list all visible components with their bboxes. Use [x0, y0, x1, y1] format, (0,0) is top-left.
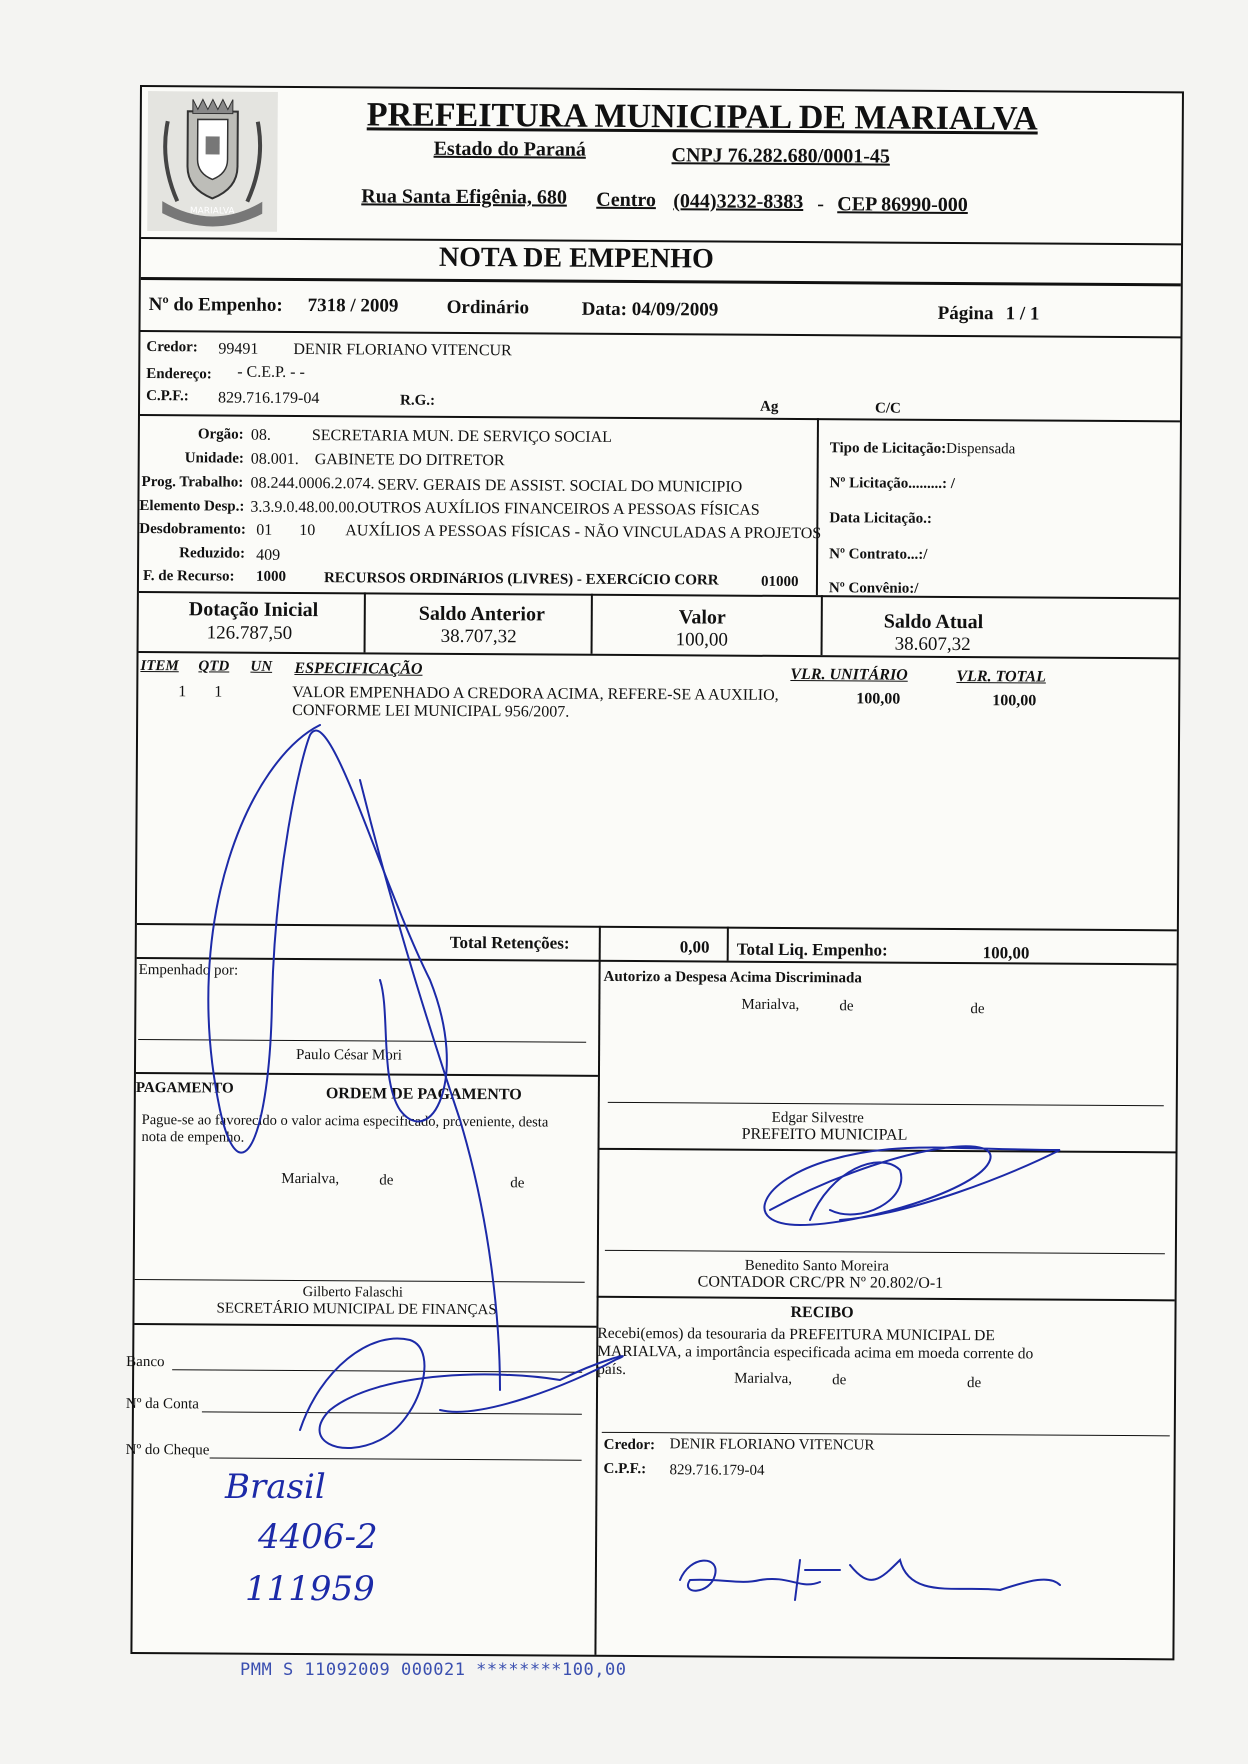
- recurso-label: F. de Recurso:: [142, 568, 235, 585]
- dotacao-inicial-label: Dotação Inicial: [188, 598, 319, 622]
- pagamento-city: Marialva,: [281, 1170, 340, 1188]
- saldo-anterior-label: Saldo Anterior: [418, 602, 545, 626]
- prog-name: SERV. GERAIS DE ASSIST. SOCIAL DO MUNICIPIO: [377, 476, 743, 496]
- saldo-anterior-value: 38.707,32: [440, 625, 517, 648]
- row-valor-total: 100,00: [992, 692, 1037, 710]
- recurso-name: RECURSOS ORDINáRIOS (LIVRES) - EXERCíCIO CORR: [323, 570, 719, 589]
- unidade-name: GABINETE DO DITRETOR: [314, 451, 505, 470]
- dotacao-inicial-value: 126.787,50: [206, 622, 293, 644]
- recibo-cpf: 829.716.179-04: [669, 1462, 765, 1479]
- municipality-title: PREFEITURA MUNICIPAL DE MARIALVA: [366, 96, 1038, 138]
- page-label: Página: [937, 302, 994, 325]
- orgao-name: SECRETARIA MUN. DE SERVIÇO SOCIAL: [311, 427, 613, 446]
- pagamento-text-2: nota de empenho.: [141, 1129, 245, 1146]
- autorizo-city: Marialva,: [741, 996, 800, 1014]
- contador-name: Benedito Santo Moreira: [744, 1257, 889, 1275]
- col-qtd: QTD: [198, 658, 230, 675]
- empenho-type: Ordinário: [446, 296, 530, 319]
- unidade-label: Unidade:: [184, 450, 244, 467]
- orgao-label: Orgão:: [197, 426, 244, 443]
- valor-value: 100,00: [675, 629, 728, 651]
- col-item: ITEM: [140, 658, 179, 675]
- document-frame: [125, 85, 1184, 1660]
- credor-label: Credor:: [146, 339, 198, 356]
- endereco-value: - C.E.P. - -: [237, 363, 305, 382]
- orgao-code: 08.: [250, 426, 271, 444]
- cpf-value: 829.716.179-04: [218, 389, 320, 408]
- reduzido-code: 409: [256, 546, 281, 564]
- cpf-label: C.P.F.:: [146, 388, 189, 405]
- address-street: Rua Santa Efigênia, 680: [361, 185, 567, 209]
- row-especificacao-1: VALOR EMPENHADO A CREDORA ACIMA, REFERE-SE A AUXILIO,: [292, 683, 779, 704]
- row-qtd: 1: [214, 683, 223, 701]
- desdobramento-name: AUXÍLIOS A PESSOAS FÍSICAS - NÃO VINCULADAS A PROJETOS: [345, 522, 822, 543]
- recibo-title: RECIBO: [790, 1303, 854, 1322]
- endereco-label: Endereço:: [146, 366, 212, 383]
- total-retencoes-label: Total Retenções:: [449, 932, 570, 953]
- saldo-atual-label: Saldo Atual: [883, 610, 984, 634]
- prog-label: Prog. Trabalho:: [141, 474, 244, 491]
- recibo-credor-label: Credor:: [603, 1436, 656, 1454]
- col-valor-unitario: VLR. UNITÁRIO: [790, 665, 908, 684]
- total-liquido-label: Total Liq. Empenho:: [736, 939, 888, 960]
- unidade-code: 08.001.: [250, 450, 299, 468]
- finance-secretary-role: SECRETÁRIO MUNICIPAL DE FINANÇAS: [216, 1300, 497, 1319]
- empenho-number-label: Nº do Empenho:: [148, 294, 283, 316]
- municipal-coat-of-arms: [147, 91, 278, 232]
- banco-value: Brasil: [225, 1467, 326, 1507]
- ordem-pagamento-label: ORDEM DE PAGAMENTO: [325, 1085, 522, 1104]
- reduzido-label: Reduzido:: [179, 545, 246, 562]
- desdobramento-a: 01: [256, 521, 273, 539]
- cep: CEP 86990-000: [837, 193, 968, 217]
- cheque-value: 111959: [245, 1569, 375, 1609]
- row-item: 1: [178, 683, 187, 701]
- finance-secretary-name: Gilberto Falaschi: [302, 1284, 403, 1301]
- num-convenio: Nº Convênio:/: [828, 580, 919, 597]
- agency-label: Ag: [759, 398, 779, 415]
- recibo-credor-name: DENIR FLORIANO VITENCUR: [669, 1436, 875, 1454]
- address-district: Centro: [596, 188, 656, 212]
- cnpj: CNPJ 76.282.680/0001-45: [671, 144, 890, 168]
- prog-code: 08.244.0006.2.074.: [250, 474, 375, 493]
- recibo-de-1: de: [832, 1372, 847, 1389]
- recibo-cpf-label: C.P.F.:: [603, 1460, 647, 1478]
- col-valor-total: VLR. TOTAL: [956, 667, 1046, 686]
- col-especificacao: ESPECIFICAÇÃO: [294, 659, 423, 678]
- conta-label: Nº da Conta: [125, 1395, 199, 1413]
- data-licitacao: Data Licitação.:: [829, 510, 932, 527]
- row-especificacao-2: CONFORME LEI MUNICIPAL 956/2007.: [292, 701, 570, 721]
- recibo-de-2: de: [967, 1375, 982, 1392]
- pagamento-de-1: de: [379, 1172, 394, 1189]
- elemento-code: 3.3.9.0.48.00.00.: [250, 498, 359, 517]
- prefeito-name: Edgar Silvestre: [771, 1109, 864, 1127]
- conta-value: 4406-2: [258, 1517, 378, 1557]
- account-label: C/C: [874, 400, 901, 417]
- empenhado-por-name: Paulo César Mori: [296, 1046, 402, 1064]
- elemento-label: Elemento Desp.:: [139, 498, 245, 515]
- desdobramento-b: 10: [299, 521, 316, 540]
- col-un: UN: [250, 658, 273, 675]
- elemento-name: OUTROS AUXÍLIOS FINANCEIROS A PESSOAS FÍSICAS: [357, 499, 760, 519]
- tipo-licitacao-label: Tipo de Licitação:Dispensada: [829, 440, 1016, 458]
- autorizo-de-2: de: [970, 1001, 985, 1018]
- cheque-label: Nº do Cheque: [125, 1441, 210, 1459]
- row-valor-unitario: 100,00: [856, 690, 901, 708]
- valor-label: Valor: [678, 606, 726, 629]
- saldo-atual-value: 38.607,32: [894, 633, 971, 656]
- total-liquido-value: 100,00: [982, 943, 1030, 963]
- empenhado-por-label: Empenhado por:: [138, 962, 239, 979]
- document-title: NOTA DE EMPENHO: [438, 241, 714, 275]
- num-licitacao: Nº Licitação.........: /: [829, 475, 955, 492]
- desdobramento-label: Desdobramento:: [139, 521, 246, 538]
- pagamento-text-1: Pague-se ao favorecido o valor acima especificado, proveniente, desta: [141, 1112, 549, 1131]
- credor-code: 99491: [218, 340, 259, 358]
- recibo-text-1: Recebi(emos) da tesouraria da PREFEITURA MUNICIPAL DE: [597, 1324, 995, 1345]
- phone: (044)3232-8383: [673, 190, 804, 214]
- pagamento-label: PAGAMENTO: [135, 1079, 234, 1097]
- address-separator: -: [817, 193, 825, 216]
- credor-name: DENIR FLORIANO VITENCUR: [293, 340, 512, 360]
- state-name: Estado do Paraná: [433, 137, 586, 161]
- prefeito-role: PREFEITO MUNICIPAL: [741, 1125, 908, 1144]
- recibo-text-3: país.: [597, 1360, 627, 1378]
- autorizo-label: Autorizo a Despesa Acima Discriminada: [603, 968, 862, 987]
- pagamento-de-2: de: [510, 1175, 525, 1192]
- banco-label: Banco: [126, 1353, 165, 1371]
- contador-role: CONTADOR CRC/PR Nº 20.802/O-1: [697, 1273, 944, 1292]
- recibo-text-2: MARIALVA, a importância especificada acima em moeda corrente do: [597, 1342, 1034, 1363]
- recibo-city: Marialva,: [734, 1370, 793, 1388]
- payment-stamp: PMM S 11092009 000021 ********100,00: [240, 1660, 627, 1680]
- recurso-number: 01000: [760, 573, 799, 591]
- empenho-date: Data: 04/09/2009: [581, 298, 719, 321]
- num-contrato: Nº Contrato...:/: [829, 546, 928, 563]
- empenho-number: 7318 / 2009: [307, 295, 399, 317]
- recurso-code: 1000: [255, 568, 287, 585]
- svg-text:MARIALVA: MARIALVA: [189, 206, 235, 217]
- rg-label: R.G.:: [400, 392, 436, 409]
- page-number: 1 / 1: [1005, 303, 1040, 325]
- autorizo-de-1: de: [839, 998, 854, 1015]
- total-retencoes-value: 0,00: [679, 937, 710, 957]
